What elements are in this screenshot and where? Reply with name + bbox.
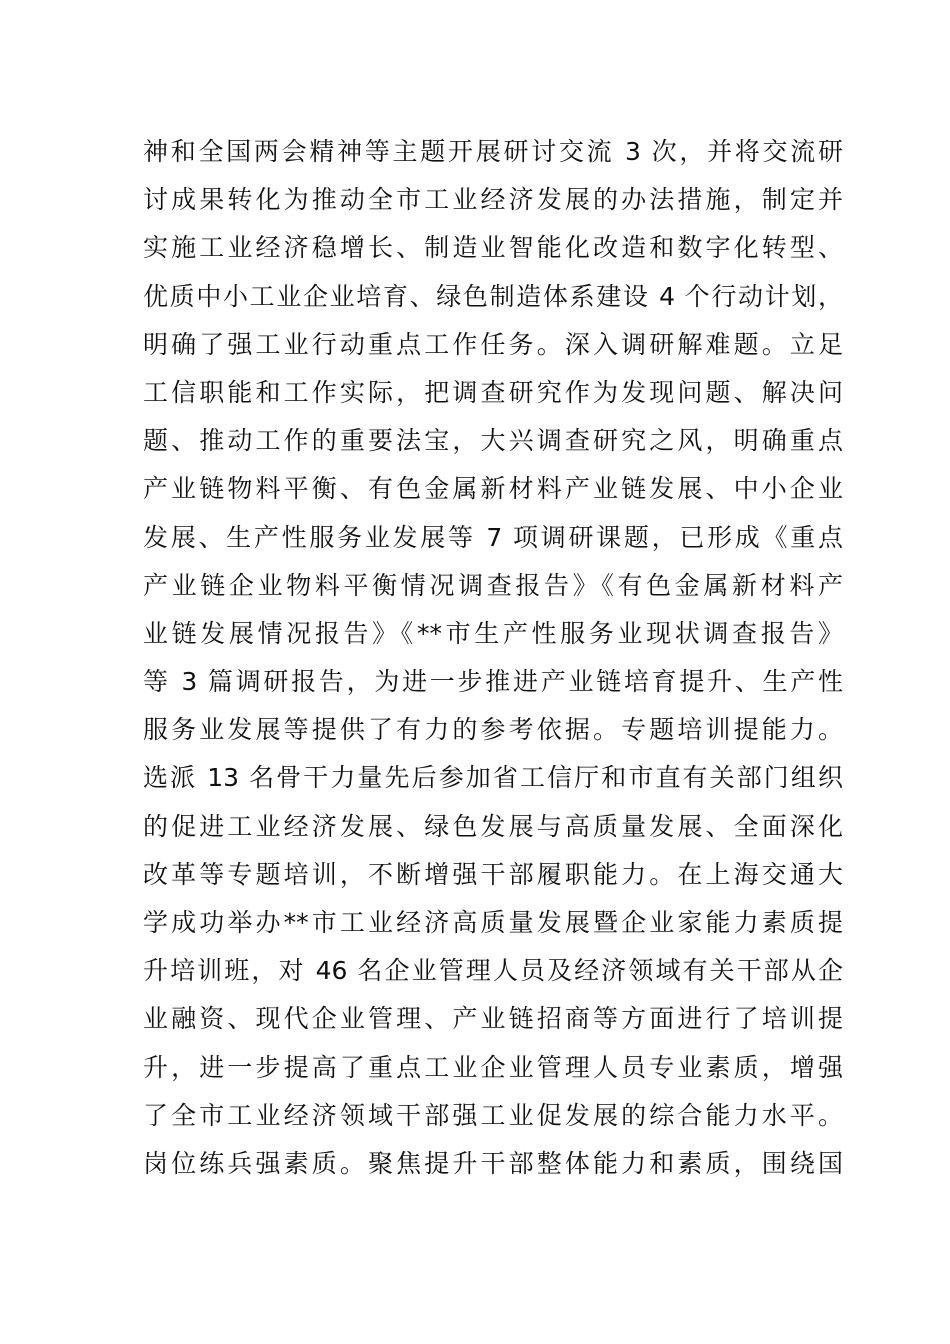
text-line: 等 3 篇调研报告，为进一步推进产业链培育提升、生产性 [143,667,843,697]
text-line: 改革等专题培训，不断增强干部履职能力。在上海交通大 [143,859,843,889]
text-line: 岗位练兵强素质。聚焦提升干部整体能力和素质，围绕国 [143,1148,843,1178]
text-line: 发展、生产性服务业发展等 7 项调研课题，已形成《重点 [143,522,843,552]
text-line: 升，进一步提高了重点工业企业管理人员专业素质，增强 [143,1052,843,1082]
text-line: 明确了强工业行动重点工作任务。深入调研解难题。立足 [143,329,843,359]
text-line: 产业链物料平衡、有色金属新材料产业链发展、中小企业 [143,474,843,504]
text-line: 选派 13 名骨干力量先后参加省工信厅和市直有关部门组织 [143,763,843,793]
text-line: 实施工业经济稳增长、制造业智能化改造和数字化转型、 [143,233,843,263]
body-paragraph [143,128,843,1188]
text-line: 优质中小工业企业培育、绿色制造体系建设 4 个行动计划， [143,281,843,311]
text-line: 工信职能和工作实际，把调查研究作为发现问题、解决问 [143,377,843,407]
text-line: 产业链企业物料平衡情况调查报告》《有色金属新材料产 [143,570,843,600]
text-line: 讨成果转化为推动全市工业经济发展的办法措施，制定并 [143,185,843,215]
text-line: 的促进工业经济发展、绿色发展与高质量发展、全面深化 [143,811,843,841]
text-line: 升培训班，对 46 名企业管理人员及经济领域有关干部从企 [143,956,843,986]
text-line: 题、推动工作的重要法宝，大兴调查研究之风，明确重点 [143,426,843,456]
text-line: 了全市工业经济领域干部强工业促发展的综合能力水平。 [143,1100,843,1130]
text-line: 业融资、现代企业管理、产业链招商等方面进行了培训提 [143,1004,843,1034]
text-line: 学成功举办**市工业经济高质量发展暨企业家能力素质提 [143,908,843,937]
text-line: 服务业发展等提供了有力的参考依据。专题培训提能力。 [143,715,843,745]
text-line: 业链发展情况报告》《**市生产性服务业现状调查报告》 [143,618,843,648]
text-line: 神和全国两会精神等主题开展研讨交流 3 次，并将交流研 [143,137,843,166]
